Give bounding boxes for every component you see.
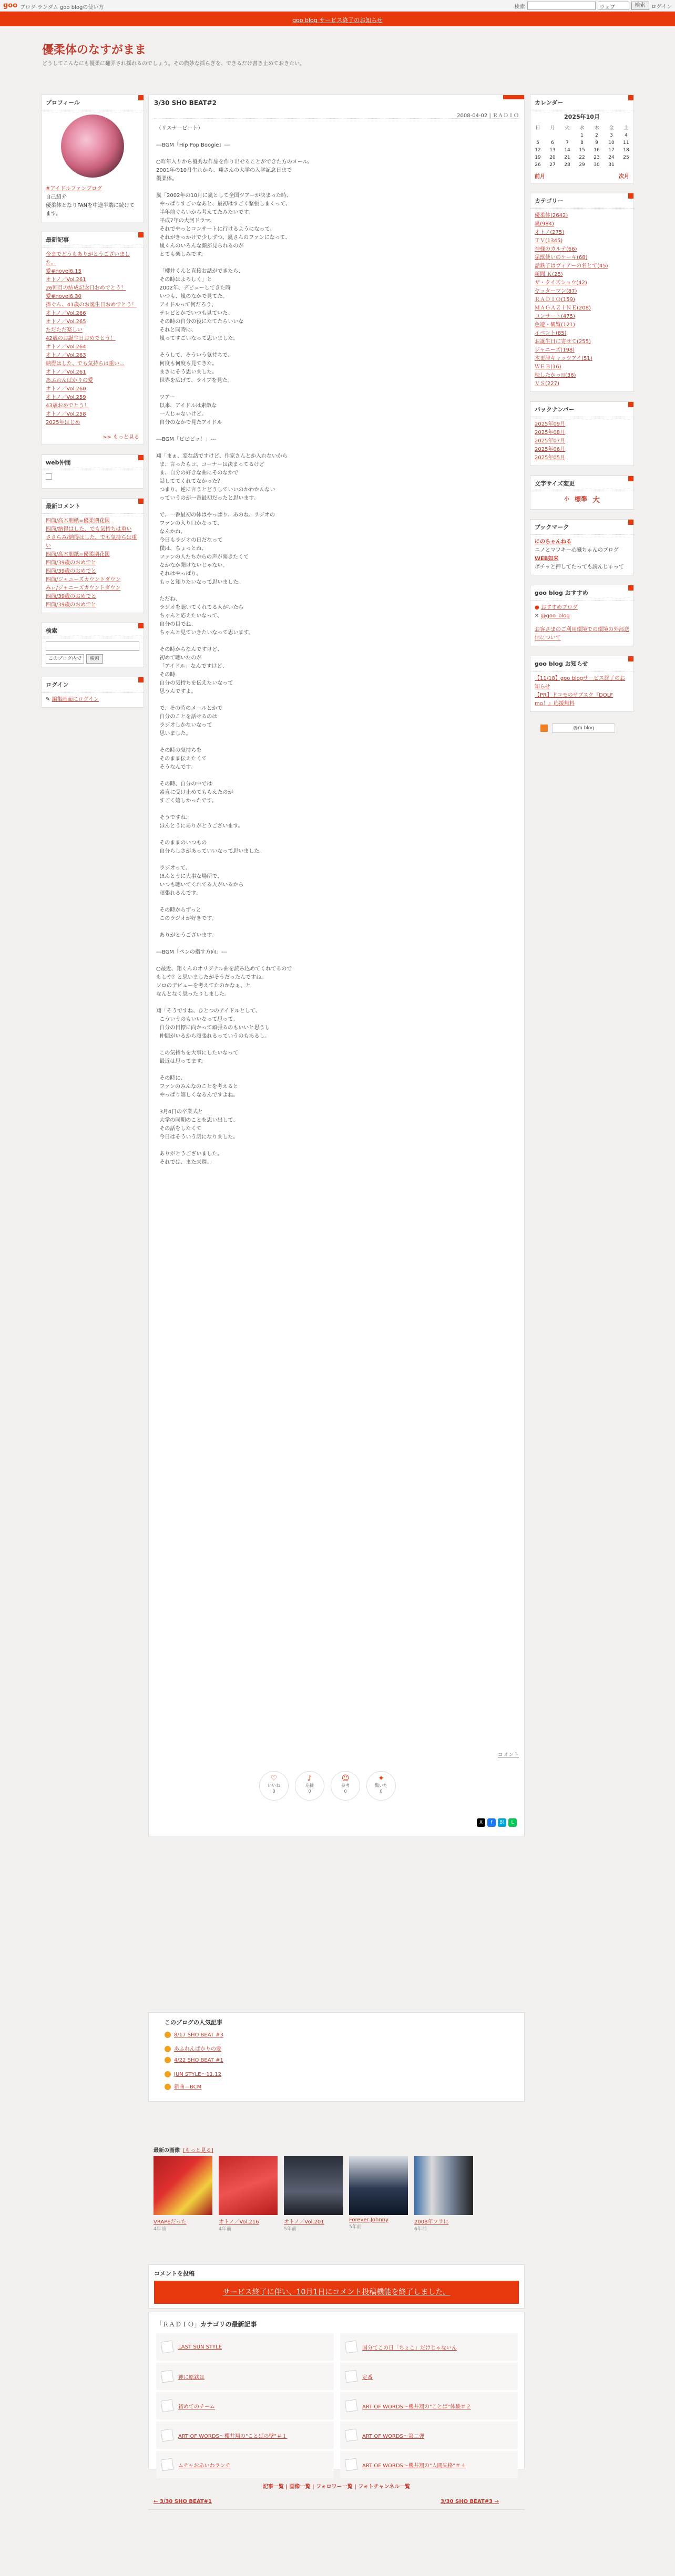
rss-icon[interactable]: [540, 725, 548, 732]
category-post-item[interactable]: [156, 2451, 334, 2478]
post-thumb-icon: [345, 2458, 358, 2471]
recent-comment-link[interactable]: ささらみ/納得はした、でも気持ちは重い: [46, 535, 137, 549]
calendar-day: 27: [549, 162, 556, 168]
blog-badge[interactable]: @m blog: [552, 723, 615, 733]
category-post-link[interactable]: ART OF WORDS〜櫻井翔の"ことばの壁"＃１: [178, 2433, 288, 2439]
category-link[interactable]: ヤッターマン(87): [535, 288, 577, 294]
calendar-box: [530, 95, 634, 183]
thumb-image[interactable]: [349, 2156, 408, 2215]
reaction-label: 驚いた: [375, 1783, 387, 1788]
backnumber-list: [530, 417, 633, 465]
web-friends-heading: web仲間: [42, 455, 144, 470]
thumb-age: 4年前: [219, 2227, 231, 2232]
blog-search-box: [41, 623, 144, 667]
x-icon: ✕: [535, 613, 539, 619]
recent-comment-link[interactable]: みぃ/ジャニーズカウントダウン: [46, 585, 121, 591]
image-thumb[interactable]: [349, 2156, 408, 2232]
categories-heading: カテゴリー: [530, 193, 633, 209]
avatar: [61, 115, 124, 178]
thumb-age: 5年前: [349, 2225, 362, 2230]
image-thumb[interactable]: [219, 2156, 278, 2232]
image-thumb[interactable]: [284, 2156, 343, 2232]
category-link[interactable]: 映したかっ!!(36): [535, 373, 576, 378]
calendar-day: 21: [564, 155, 570, 160]
recent-comment-link[interactable]: 四筒/39歳のおめでと: [46, 560, 97, 566]
crown-icon: [165, 2057, 171, 2063]
blog-search-heading: 検索: [42, 623, 144, 638]
popular-post-link[interactable]: [165, 2044, 221, 2052]
category-link[interactable]: 猛獣使いのケーキ(68): [535, 255, 588, 261]
category-link[interactable]: イベント(85): [535, 330, 567, 336]
reaction-buttons: [259, 1771, 396, 1801]
calendar-day: 20: [549, 155, 556, 160]
goo-news-box: [530, 656, 634, 712]
weekday-label: 金: [609, 126, 614, 131]
weekday-label: 日: [535, 126, 540, 131]
blog-search-scope[interactable]: このブログ内で: [46, 654, 84, 664]
facebook-share-icon[interactable]: f: [487, 1818, 496, 1827]
bookmark-desc: ニノとマツキー心臓ちゃんのブログ: [535, 547, 619, 553]
calendar-month: 2025年10月: [564, 113, 600, 120]
font-large-button[interactable]: 大: [592, 496, 600, 504]
calendar-day: 12: [535, 148, 541, 153]
recent-post-link[interactable]: ただただ楽しい: [46, 327, 83, 333]
categories-box: [530, 193, 634, 392]
category-post-link[interactable]: ムチャおあいわランチ: [178, 2463, 231, 2469]
post-thumb-icon: [345, 2341, 358, 2354]
profile-line: 自己紹介: [46, 194, 67, 200]
recent-comment-link[interactable]: 四筒/高木朋紙=優柔期花図: [46, 518, 110, 524]
goo-logo[interactable]: goo: [3, 2, 18, 9]
thumb-caption[interactable]: オトノ／Vol.201: [284, 2219, 324, 2225]
popular-post-link[interactable]: [165, 2032, 223, 2038]
recent-post-link[interactable]: あふれんばかりの愛: [46, 378, 93, 384]
fontsize-heading: 文字サイズ変更: [530, 476, 633, 491]
calendar-day: 14: [564, 148, 570, 153]
calendar-day: 26: [535, 162, 541, 168]
calendar-day: 4: [625, 133, 628, 138]
popular-post-link[interactable]: [165, 2057, 223, 2063]
backnumber-heading: バックナンバー: [530, 402, 633, 417]
category-link[interactable]: 嵐(984): [535, 221, 554, 227]
category-post-item[interactable]: [340, 2392, 518, 2419]
calendar-day: [530, 132, 545, 139]
more-link[interactable]: >> もっと見る: [103, 434, 139, 440]
category-post-link[interactable]: 国分てこの日「ちょこ」だけじゃないん: [362, 2345, 457, 2351]
profile-link[interactable]: #アイドルファンブログ: [46, 186, 103, 192]
calendar-day: 28: [564, 162, 570, 168]
font-medium-button[interactable]: 標準: [574, 495, 587, 503]
recent-comments-list: [42, 514, 144, 613]
bookmark-heading: ブックマーク: [530, 520, 633, 535]
news-link[interactable]: 【11/18】goo blogサービス終了のお知らせ: [535, 676, 626, 690]
recent-post-link[interactable]: 捧ぐん、41歳のお誕生日おめでとう！: [46, 302, 137, 308]
entry-date: 2008-04-02 | ＲＡＤＩＯ: [457, 113, 519, 119]
calendar-day: 13: [549, 148, 556, 153]
bookmark-box: [530, 519, 634, 575]
calendar-day: 30: [594, 162, 600, 168]
bookmark-link[interactable]: にのちゃんねる: [535, 539, 571, 545]
category-link[interactable]: ＭＡＧＡＺＩＮＥ(208): [535, 305, 591, 311]
thumb-age: 5年前: [284, 2227, 296, 2232]
category-post-link[interactable]: ART OF WORDS〜櫻井翔の"ことば"体験＃２: [362, 2404, 472, 2410]
post-thumb-icon: [161, 2341, 174, 2354]
reaction-icon: ♡: [270, 1774, 278, 1783]
categories-list: [530, 209, 633, 391]
reaction-count: 0: [344, 1789, 347, 1794]
recent-post-link[interactable]: オトノ／Vol.266: [46, 311, 86, 316]
reaction-icon: ✦: [378, 1774, 384, 1783]
reaction-icon: ☺: [341, 1774, 350, 1783]
broken-image-icon: [46, 473, 52, 480]
category-post-item[interactable]: [156, 2422, 334, 2449]
category-link[interactable]: ザ・クイズショウ(42): [535, 280, 587, 286]
login-link[interactable]: ログイン: [651, 4, 672, 10]
top-bar: [0, 0, 675, 12]
profile-line: 優柔体となりFANを中途半端に続けてます。: [46, 203, 135, 217]
calendar-day: 8: [580, 140, 584, 146]
calendar-day: 3: [610, 133, 613, 138]
weekday-label: 水: [579, 126, 585, 131]
footer-links[interactable]: 記事一覧 | 画像一覧 | フォロワー一覧 | フォトチャンネル一覧: [262, 2484, 411, 2490]
popular-post-title: 8/17 SHO BEAT #3: [174, 2032, 223, 2038]
post-thumb-icon: [161, 2429, 174, 2442]
calendar-day: 15: [579, 148, 585, 153]
thumb-image[interactable]: [154, 2156, 212, 2215]
recent-post-link[interactable]: オトノ／Vol.263: [46, 353, 86, 358]
category-latest: [148, 2312, 525, 2469]
blog-title[interactable]: 優柔体のなすがまま: [42, 43, 147, 57]
popular-post-title: JUN STYLE〜11.12: [174, 2072, 222, 2077]
weekday-label: 土: [623, 126, 629, 131]
blog-header: [0, 26, 675, 89]
comment-post-box: [148, 2264, 525, 2309]
thumb-caption[interactable]: Forever Johnny: [349, 2217, 388, 2223]
category-link[interactable]: ＴＶ(1345): [535, 238, 563, 244]
recent-posts-box: [41, 232, 144, 445]
recent-comments-heading: 最新コメント: [42, 499, 144, 514]
backnumber-link[interactable]: 2025年07月: [535, 438, 566, 444]
reaction-label: 参考: [341, 1783, 350, 1788]
recent-post-link[interactable]: 26回目の結成記念日おめでとう！: [46, 285, 126, 291]
category-link[interactable]: 木更津キャッツアイ(51): [535, 356, 592, 361]
post-thumb-icon: [161, 2370, 174, 2383]
weekday-label: 木: [594, 126, 599, 131]
category-post-item[interactable]: [156, 2333, 334, 2361]
calendar-day: 6: [551, 140, 554, 146]
popular-post-link[interactable]: [165, 2082, 201, 2090]
x-share-icon[interactable]: X: [477, 1818, 485, 1827]
right-sidebar: [530, 95, 634, 733]
thumb-age: 4年前: [154, 2227, 166, 2232]
calendar-day: [545, 132, 560, 139]
search-button[interactable]: 検索: [631, 2, 649, 10]
calendar-day: 10: [608, 140, 615, 146]
recent-post-link[interactable]: オトノ／Vol.259: [46, 395, 86, 400]
category-latest-heading: カテゴリの最新記事: [200, 2321, 257, 2328]
blog-description: どうしてこんなにも優柔に翻弄され揺れるのでしょう。その微妙な揺らぎを、できるだけ書き止めておきたい。: [42, 61, 305, 67]
blog-search-input[interactable]: [46, 642, 139, 651]
category-post-item[interactable]: [340, 2451, 518, 2478]
comment-closed-banner[interactable]: サービス終了に伴い、10月1日にコメント投稿機能を終了しました。: [154, 2281, 519, 2304]
prev-month-link[interactable]: 前月: [535, 174, 545, 180]
reaction-label: 応援: [305, 1783, 314, 1788]
recent-comment-link[interactable]: 四筒/39歳のおめでと: [46, 602, 97, 608]
category-link[interactable]: 優柔体(2642): [535, 213, 568, 219]
category-link[interactable]: ＷＥＢ(16): [535, 364, 561, 370]
recent-posts-list: [42, 247, 144, 430]
thumb-caption[interactable]: VRAPEだった: [154, 2219, 187, 2225]
thumb-image[interactable]: [219, 2156, 278, 2215]
category-name: 「ＲＡＤＩＯ」: [156, 2321, 201, 2328]
calendar-day: 22: [579, 155, 585, 160]
share-buttons: [477, 1818, 517, 1827]
recent-post-link[interactable]: オトノ／Vol.264: [46, 344, 86, 350]
blog-search-button[interactable]: 検索: [86, 654, 103, 664]
calendar-table: [530, 123, 633, 169]
recent-posts-heading: 最新記事: [42, 232, 144, 247]
category-link[interactable]: ジャニーズ(198): [535, 347, 575, 353]
reaction-icon: ♪: [307, 1774, 312, 1783]
post-thumb-icon: [345, 2370, 358, 2383]
category-post-item[interactable]: [340, 2422, 518, 2449]
entry-body: （リスナービート） ---BGM「Hip Pop Boogie」--- ○昨年入りから優秀な作品を作り出せることができた方のメール。 2001年の10月生れから、翔さんの大学の入学記念日まで 優柔体。 嵐「2002年の10月に嵐として全国ツアーが決まった時、 やっぱりすごいなあと、最初はすごく緊張しまくって、 半年前ぐらいから考えてたみたいです。 平成7年の大河ドラマ、 それでやっとコンサートに行けるようになって、 それがきっかけで少しずつ、嵐さんのファンになって、 嵐くんのいろんな顔が見られるのが とても楽しみです。 「櫻井くんと直接お話ができたら、 その時はよろしく」と 2002年、デビューしてきた時 いつも、嵐のなかで見てた。 アイドルって何だろう、 テレビとかでいつも見ていた。 その時の自分の役にたてたらいいな それと同時に、 嵐ってすごいなって思いました。 そうして、そういう気持ちで、 何度も何度も見てきた。 まさにそう思いました。 世界を広げて、ライブを見た。 ツアー 以来、アイドルは素敵な 一人じゃないけど。 自分のなかで見たアイドル ---BGM「ビビビッ！」--- 翔「まぁ、変な話ですけど、作家さんとか入れないから ま、言ったらコ、コーナーは決まってるけど ま、自分の好きな曲にそのなかで 話しててくれてなかった？ つまり、逆に言うとどうしていいのかわかんない っていうのが一番最初だったと思います。 で、一番最初の体はやっぱり、あのね、ラジオの ファンの入り口かなって、 なんかね、 今日もラジオの日だなって 僕は、ちょっとね、 ファンの人たちからの声が聞きたくて なかなか聞けないじゃない。 それはやっぱり、 もっと知りたいなって思いました。 ただね、 ラジオを聴いてくれてる人がいたら ちゃんと応えたいなって、 自分の目でね、 ちゃんと見ていきたいなって思います。 その時からなんですけど、 初めて聴いたのが 「アイドル」なんですけど、 その時 自分の気持ちを伝えたいなって 思うんですよ。 で、その時のメールとかで 自分のことを話せるのは ラジオしかないなって 思いました。 その時の気持ちを そのまま伝えたくて そうなんです。 その時、自分の中では 素直に受け止めてもらえたのが すごく嬉しかったです。 そうですね、 ほんとうにありがとうございます。 そのままのいつもの 自分らしさがあっていいなって思いました。 ラジオって、 ほんとうに大事な場所で、 いつも聴いてくれてる人がいるから 頑張れるんです。 その時からずっと このラジオが好きです。 ありがとうございます。 ---BGM「ペンの指す方向」--- ○最近、翔くんのオリジナル曲を読み込めてくれてるので もしや？と思いましたがそうだったんですね。 ソロのデビューを考えてたのかなぁ、と なんとなく思ったりしました。 翔「そうですね、ひとつのアイドルとして、 こういうのもいいなって思って。 自分の目標に向かって頑張るのもいいと思うし 仲間がいるから頑張れるっていうのもあるし。 この気持ちを大事にしたいなって 最近は思ってます。 その時に、 ファンのみんなのことを考えると やっぱり嬉しくなるんですよね。 3月4日の卒業式と 大学の同期のことを思い出して、 その話をしたくて 今日はそういう話になりました。 ありがとうございました。 それでは、また来週。」: [156, 126, 313, 1165]
recent-post-link[interactable]: オトノ／Vol.260: [46, 386, 86, 392]
category-post-link[interactable]: 神に原鉄は: [178, 2374, 204, 2381]
calendar-day: 24: [608, 155, 615, 160]
popular-post-title: 新曲＝BCM: [174, 2084, 202, 2090]
backnumber-box: [530, 401, 634, 466]
recent-comments-box: [41, 498, 144, 613]
category-post-link[interactable]: ART OF WORDS〜櫻井翔の"人間失格"＃４: [362, 2463, 466, 2469]
calendar-day: 1: [580, 133, 584, 138]
calendar-day: 16: [594, 148, 600, 153]
category-link[interactable]: 新聞 Ｋ(25): [535, 272, 563, 277]
reaction-count: 0: [308, 1789, 311, 1794]
calendar-day: 23: [594, 155, 600, 160]
recent-comment-link[interactable]: 四筒/ジャニーズカウントダウン: [46, 577, 121, 583]
thumb-caption[interactable]: オトノ／Vol.216: [219, 2219, 259, 2225]
post-thumb-icon: [345, 2399, 358, 2413]
category-post-link[interactable]: 初めてのチーム: [178, 2404, 215, 2410]
calendar-day: [619, 161, 633, 169]
goo-recommend-box: [530, 585, 634, 646]
next-month-link[interactable]: 次月: [619, 174, 629, 180]
recent-comment-link[interactable]: 四筒/39歳のおめでと: [46, 568, 97, 574]
rss-area: [530, 721, 634, 733]
image-thumb[interactable]: [414, 2156, 473, 2232]
recommend-icon: ●: [535, 605, 539, 611]
next-entry-link[interactable]: 3/30 SHO BEAT#3 →: [441, 2499, 499, 2505]
search-input[interactable]: [527, 2, 596, 10]
backnumber-link[interactable]: 2025年09月: [535, 421, 566, 427]
image-thumb[interactable]: [154, 2156, 212, 2232]
calendar-day: 5: [536, 140, 539, 146]
prev-entry-link[interactable]: ← 3/30 SHO BEAT#1: [154, 2499, 212, 2505]
category-link[interactable]: 色遊・観覧(121): [535, 322, 575, 328]
latest-images-heading: 最新の画像: [154, 2148, 180, 2154]
reaction-count: 0: [380, 1789, 383, 1794]
notice-banner: [0, 12, 675, 26]
popular-heading: このブログの人気記事: [165, 2019, 222, 2026]
notice-link[interactable]: goo blog サービス終了のお知らせ: [292, 17, 383, 24]
left-sidebar: [41, 95, 144, 717]
recommend-link[interactable]: @goo_blog: [540, 613, 570, 619]
backnumber-link[interactable]: 2025年08月: [535, 430, 566, 436]
category-link[interactable]: オトノ(275): [535, 230, 565, 235]
bookmark-link[interactable]: WEB如来: [535, 556, 559, 562]
privacy-link[interactable]: お客さまのご利用環境での環境の外部送信について: [535, 627, 629, 641]
recent-post-link[interactable]: オトノ／Vol.261: [46, 369, 86, 375]
pencil-icon: ✎: [46, 696, 52, 702]
thumb-caption[interactable]: 2008年フラに: [414, 2219, 449, 2225]
login-box: [41, 677, 144, 708]
post-thumb-icon: [161, 2399, 174, 2413]
recent-post-link[interactable]: 43歳おめでとう！: [46, 403, 89, 409]
calendar-day: 11: [623, 140, 629, 146]
search-scope-select[interactable]: ウェブ: [598, 2, 629, 10]
category-post-item[interactable]: [340, 2333, 518, 2361]
crown-icon: [165, 2032, 171, 2038]
calendar-day: 29: [579, 162, 585, 168]
calendar-day: 7: [566, 140, 569, 146]
post-thumb-icon: [161, 2458, 174, 2471]
recent-comment-link[interactable]: 四筒/高木朋紙=優柔期花図: [46, 552, 110, 557]
crown-icon: [165, 2046, 171, 2052]
category-post-link[interactable]: ART OF WORDS〜第二弾: [362, 2433, 424, 2439]
top-search: [515, 2, 672, 10]
calendar-heading: カレンダー: [530, 95, 633, 110]
recent-post-link[interactable]: 42歳のお誕生日おめでとう！: [46, 336, 116, 342]
goo-news-heading: goo blog お知らせ: [530, 656, 633, 671]
recommend-link[interactable]: おすすめブログ: [540, 605, 578, 611]
thumb-age: 6年前: [414, 2227, 427, 2232]
backnumber-link[interactable]: 2025年05月: [535, 455, 566, 461]
reaction-count: 0: [272, 1789, 275, 1794]
top-links[interactable]: ブログ ランダム goo blogの使い方: [20, 5, 104, 11]
more-images-link[interactable]: [もっと見る]: [183, 2148, 213, 2154]
weekday-label: 月: [550, 126, 555, 131]
recent-post-link[interactable]: オトノ／Vol.258: [46, 411, 86, 417]
popular-post-link[interactable]: [165, 2070, 221, 2077]
calendar-day: [560, 132, 575, 139]
reaction-button[interactable]: [295, 1771, 324, 1801]
calendar-day: 19: [535, 155, 541, 160]
calendar-day: 17: [608, 148, 615, 153]
recent-post-link[interactable]: 愛#novel6.15: [46, 268, 81, 274]
backnumber-link[interactable]: 2025年06月: [535, 447, 566, 452]
calendar-day: 9: [595, 140, 598, 146]
recent-comment-link[interactable]: 四筒/39歳のおめでと: [46, 594, 97, 599]
profile-box: [41, 95, 144, 222]
popular-posts: [148, 2012, 525, 2102]
calendar-day: 25: [623, 155, 629, 160]
recent-post-link[interactable]: 納得はした、でも気持ちは重い…: [46, 361, 125, 367]
calendar-day: 2: [595, 133, 598, 138]
comment-link[interactable]: コメント: [498, 1752, 519, 1758]
reaction-button[interactable]: [259, 1771, 289, 1801]
search-label: 検索: [514, 4, 525, 10]
calendar-day: 18: [623, 148, 629, 153]
entry: [148, 95, 525, 1836]
category-link[interactable]: ＲＡＤＩＯ(159): [535, 297, 575, 303]
entry-title[interactable]: 3/30 SHO BEAT#2: [154, 99, 217, 107]
calendar-day: 31: [608, 162, 615, 168]
line-share-icon[interactable]: L: [508, 1818, 517, 1827]
popular-post-title: あふれんばかりの愛: [174, 2046, 221, 2052]
category-link[interactable]: お誕生日に寄せて(255): [535, 339, 591, 345]
thumb-image[interactable]: [284, 2156, 343, 2215]
goo-recommend-heading: goo blog おすすめ: [530, 585, 633, 601]
reaction-button[interactable]: [331, 1771, 360, 1801]
category-link[interactable]: 神様のカルテ(66): [535, 246, 577, 252]
web-friends-box: [41, 454, 144, 489]
category-post-link[interactable]: 定番: [362, 2374, 373, 2381]
thumb-image[interactable]: [414, 2156, 473, 2215]
crown-icon: [165, 2084, 171, 2090]
category-link[interactable]: 話鉄子はヴィアーの名とて(45): [535, 263, 608, 269]
bookmark-desc: ボチッと押してたっても読んじゃって: [535, 564, 624, 570]
category-link[interactable]: コンサート(475): [535, 314, 575, 319]
fontsize-box: [530, 475, 634, 510]
editor-login-link[interactable]: 編集画面にログイン: [52, 696, 99, 702]
recent-post-link[interactable]: オトノ／Vol.261: [46, 277, 86, 283]
recent-post-link[interactable]: オトノ／Vol.265: [46, 319, 86, 325]
recent-post-link[interactable]: 愛#novel6.30: [46, 294, 81, 299]
font-small-button[interactable]: 小: [564, 496, 569, 502]
profile-heading: プロフィール: [42, 95, 144, 110]
crown-icon: [165, 2071, 171, 2077]
recent-comment-link[interactable]: 四筒/納得はした、でも気持ちは重い: [46, 526, 132, 532]
reaction-button[interactable]: [366, 1771, 396, 1801]
comment-post-heading: コメントを投稿: [154, 2270, 195, 2277]
news-link[interactable]: 【PR】ドコモのサブスク『DOLF mo！』応援無料: [535, 692, 613, 707]
recent-post-link[interactable]: 今までどうもありがとうございました。: [46, 252, 130, 266]
category-link[interactable]: ＶＳ(227): [535, 381, 559, 387]
category-post-item[interactable]: [340, 2363, 518, 2390]
latest-images: [148, 2144, 525, 2249]
recent-post-link[interactable]: 2025年はじめ: [46, 420, 80, 426]
reaction-label: いいね: [268, 1783, 280, 1788]
weekday-label: 火: [565, 126, 570, 131]
category-post-item[interactable]: [156, 2392, 334, 2419]
login-heading: ログイン: [42, 677, 144, 692]
popular-post-title: 4/22 SHO BEAT #1: [174, 2057, 223, 2063]
category-post-link[interactable]: LAST SUN STYLE: [178, 2344, 222, 2350]
hatena-share-icon[interactable]: B!: [498, 1818, 506, 1827]
post-thumb-icon: [345, 2429, 358, 2442]
category-post-item[interactable]: [156, 2363, 334, 2390]
